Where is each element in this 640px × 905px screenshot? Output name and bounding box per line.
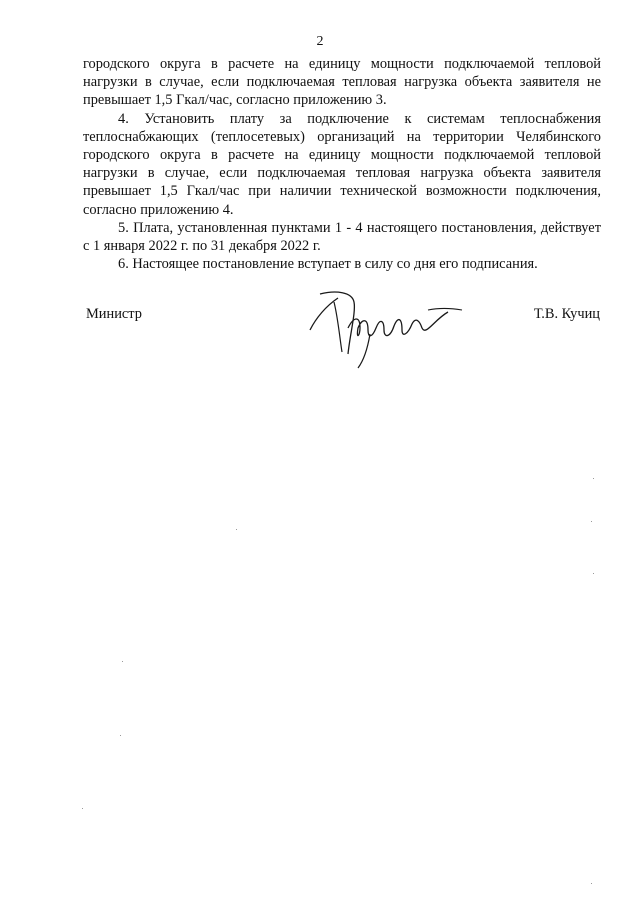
signer-name: Т.В. Кучиц [533, 306, 600, 322]
paragraph-item-6: 6. Настоящее постановление вступает в силу со дня его подписания. [118, 256, 538, 273]
scan-speck [593, 478, 594, 479]
signer-position: Министр [86, 306, 142, 322]
handwritten-signature [298, 288, 468, 373]
document-body [83, 55, 601, 273]
scan-speck [120, 735, 121, 736]
scan-speck [82, 808, 83, 809]
scan-speck [593, 573, 594, 574]
page-number: 2 [316, 34, 324, 49]
scan-speck [236, 529, 237, 530]
paragraph-item-4: 4. Установить плату за подключение к системам теплоснабжения теплоснабжающих (теплосетевых) организаций на территории Челябинского городского округа в расчете на единицу мощности подключаемой тепловой нагрузки в случае, если подключаемая тепловая нагрузка объекта заявителя превышает 1,5 Гкал/час при наличии технической возможности подключения, согласно приложению 4. [83, 110, 601, 218]
paragraph-continuation: городского округа в расчете на единицу мощности подключаемой тепловой нагрузки в случае, если подключаемая тепловая нагрузка объекта заявителя не превышает 1,5 Гкал/час, согласно приложению 3. [83, 56, 601, 109]
scan-speck [591, 521, 592, 522]
scan-speck [122, 661, 123, 662]
signature-block [0, 290, 640, 380]
scan-speck [591, 883, 592, 884]
paragraph-item-5: 5. Плата, установленная пунктами 1 - 4 настоящего постановления, действует с 1 января 2022 г. по 31 декабря 2022 г. [83, 219, 601, 255]
